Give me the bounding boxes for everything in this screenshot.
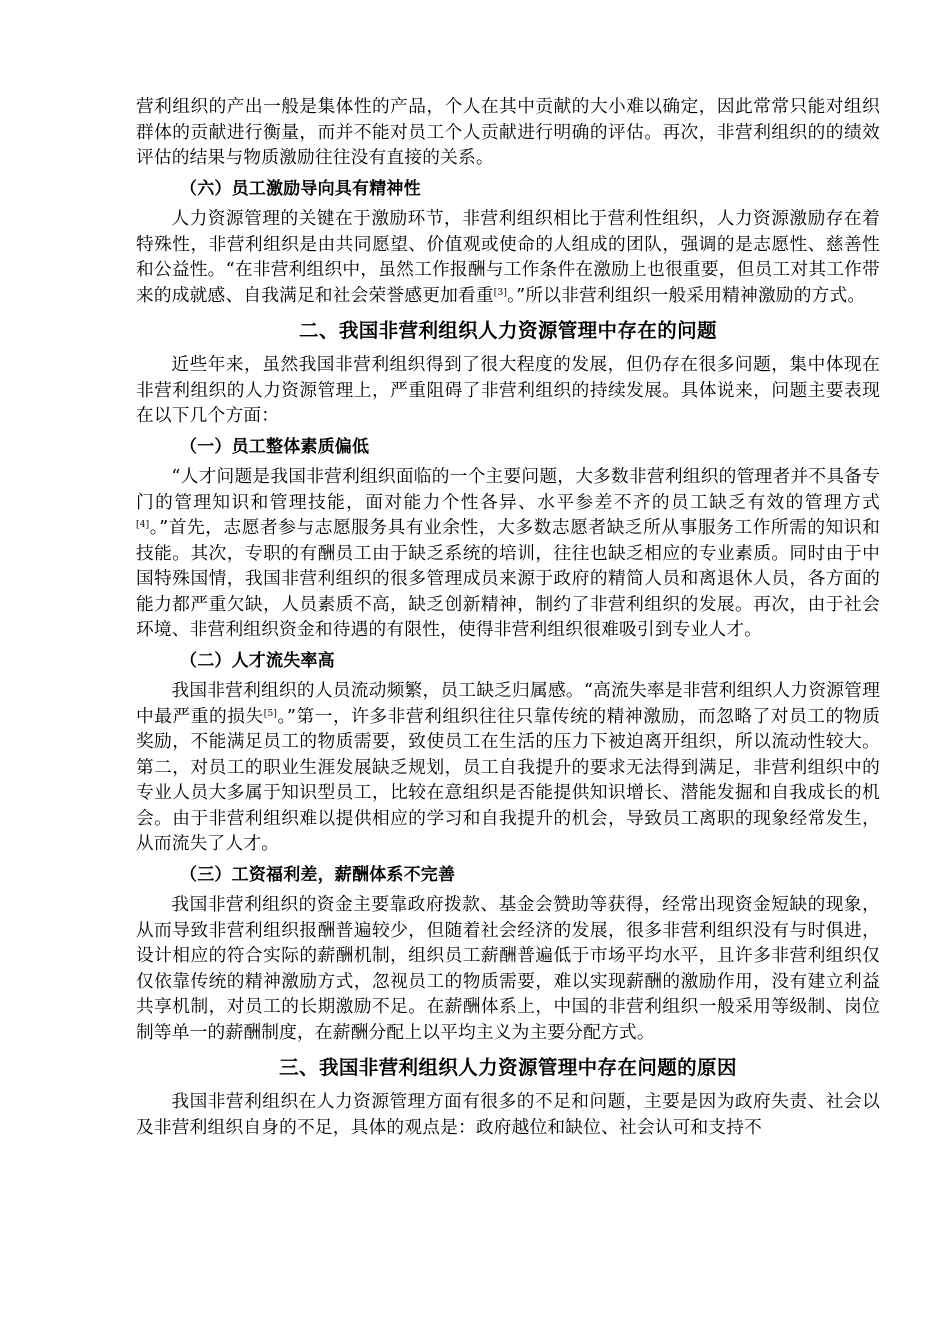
page-content: [136, 95, 880, 1141]
text-segment: 。”所以非营利组织一般采用精神激励的方式。: [507, 285, 866, 306]
text-segment: “人才问题是我国非营利组织面临的一个主要问题，大多数非营利组织的管理者并不具备专门的管理知识和管理技能，面对能力个性各异、水平参差不齐的员工缺乏有效的管理方式: [136, 467, 880, 513]
citation-4: [4]: [136, 520, 150, 530]
text-segment: 人力资源管理的关键在于激励环节，非营利组织相比于营利性组织，人力资源激励存在着特殊性，非营利组织是由共同愿望、价值观或使命的人组成的团队，强调的是志愿性、慈善性和公益性。“在非营利组织中，虽然工作报酬与工作条件在激励上也很重要，但员工对其工作带来的成就感、自我满足和社会荣誉感更加看重: [136, 209, 880, 306]
paragraph-salary: 我国非营利组织的资金主要靠政府拨款、基金会赞助等获得，经常出现资金短缺的现象，从而导致非营利组织报酬普遍较少，但随着社会经济的发展，很多非营利组织没有与时俱进，设计相应的符合实际的薪酬机制，组织员工薪酬普遍低于市场平均水平，且许多非营利组织仅仅依靠传统的精神激励方式，忽视员工的物质需要，难以实现薪酬的激励作用，没有建立利益共享机制，对员工的长期激励不足。在薪酬体系上，中国的非营利组织一般采用等级制、岗位制等单一的薪酬制度，在薪酬分配上以平均主义为主要分配方式。: [136, 895, 880, 1043]
subheading-3: （三）工资福利差，薪酬体系不完善: [180, 864, 456, 885]
subheading-1: （一）员工整体素质偏低: [180, 436, 370, 457]
paragraph-causes: 我国非营利组织在人力资源管理方面有很多的不足和问题，主要是因为政府失责、社会以及非营利组织自身的不足，具体的观点是：政府越位和缺位、社会认可和支持不: [136, 1092, 880, 1138]
paragraph-continued: 营利组织的产出一般是集体性的产品，个人在其中贡献的大小难以确定，因此常常只能对组织群体的贡献进行衡量，而并不能对员工个人贡献进行明确的评估。再次，非营利组织的的绩效评估的结果与物质激励往往没有直接的关系。: [136, 97, 880, 168]
citation-3: [3]: [493, 287, 508, 298]
paragraph-quality: [136, 465, 880, 644]
paragraph-incentive: [136, 207, 880, 309]
text-segment: 。”第一，许多非营利组织往往只靠传统的精神激励，而忽略了对员工的物质奖励，不能满足员工的物质需要，致使员工在生活的压力下被迫离开组织，所以流动性较大。第二，对员工的职业生涯发展缺乏规划，员工自我提升的要求无法得到满足，非营利组织中的专业人员大多属于知识型员工，比较在意组织是否能提供知识增长、潜能发掘和自我成长的机会。由于非营利组织难以提供相应的学习和自我提升的机会，导致员工离职的现象经常发生，从而流失了人才。: [136, 706, 880, 854]
paragraph-problems-intro: 近些年来，虽然我国非营利组织得到了很大程度的发展，但仍存在很多问题，集中体现在非营利组织的人力资源管理上，严重阻碍了非营利组织的持续发展。具体说来，问题主要表现在以下几个方面：: [136, 355, 880, 426]
text-segment: 。”首先，志愿者参与志愿服务具有业余性，大多数志愿者缺乏所从事服务工作所需的知识和技能。其次，专职的有酬员工由于缺乏系统的培训，往往也缺乏相应的专业素质。同时由于中国特殊国情，我国非营利组织的很多管理成员来源于政府的精简人员和离退休人员，各方面的能力都严重欠缺，人员素质不高，缺乏创新精神，制约了非营利组织的发展。再次，由于社会环境、非营利组织资金和待遇的有限性，使得非营利组织很难吸引到专业人才。: [136, 518, 880, 640]
paragraph-turnover: [136, 679, 880, 858]
subheading-6: （六）员工激励导向具有精神性: [180, 178, 421, 199]
section-heading-2: 二、我国非营利组织人力资源管理中存在的问题: [299, 319, 717, 342]
section-heading-3: 三、我国非营利组织人力资源管理中存在问题的原因: [279, 1056, 737, 1079]
text-segment: 我国非营利组织的人员流动频繁，员工缺乏归属感。“高流失率是非营利组织人力资源管理中最严重的损失: [136, 681, 880, 727]
subheading-2: （二）人才流失率高: [180, 650, 335, 671]
citation-5: [5]: [263, 708, 278, 719]
